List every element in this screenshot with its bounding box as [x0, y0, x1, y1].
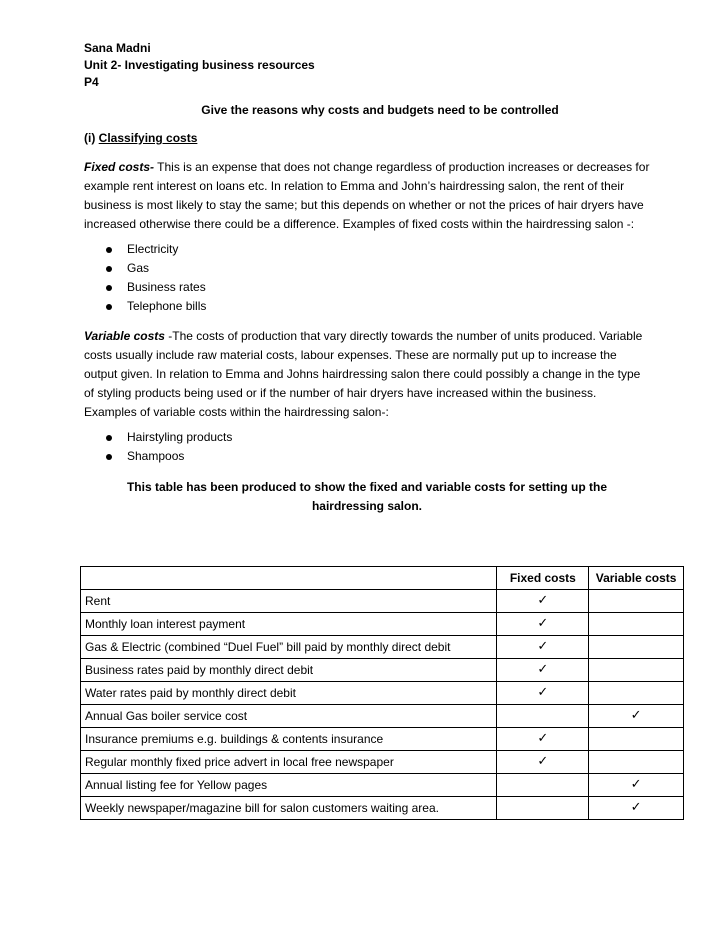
list-item: [84, 259, 650, 278]
cost-item: Monthly loan interest payment: [81, 613, 497, 636]
cost-item: Water rates paid by monthly direct debit: [81, 682, 497, 705]
fixed-cell: [497, 751, 589, 774]
variable-cell: [589, 728, 684, 751]
cost-item: Insurance premiums e.g. buildings & contents insurance: [81, 728, 497, 751]
list-item-text: Hairstyling products: [127, 430, 233, 444]
check-icon: ✓: [630, 777, 642, 792]
bullet-icon: [106, 285, 112, 291]
list-item: [84, 428, 650, 447]
table-intro: This table has been produced to show the fixed and variable costs for setting up the hairdressing salon.: [126, 480, 608, 513]
check-icon: ✓: [537, 754, 549, 769]
variable-cell: [589, 774, 684, 797]
variable-cell: [589, 797, 684, 820]
cost-item: Rent: [81, 590, 497, 613]
list-item-text: Telephone bills: [127, 299, 207, 313]
section-number: (i): [84, 131, 99, 145]
cost-item: Business rates paid by monthly direct debit: [81, 659, 497, 682]
variable-cell: [589, 636, 684, 659]
bullet-icon: [106, 304, 112, 310]
variable-costs-examples: [84, 428, 650, 466]
cost-item: Gas & Electric (combined “Duel Fuel” bill paid by monthly direct debit: [81, 636, 497, 659]
fixed-cell: [497, 797, 589, 820]
list-item-text: Shampoos: [127, 449, 185, 463]
list-item: [84, 278, 650, 297]
check-icon: ✓: [630, 708, 642, 723]
variable-cell: [589, 659, 684, 682]
bullet-icon: [106, 454, 112, 460]
variable-cell: [589, 613, 684, 636]
fixed-costs-paragraph: [84, 158, 650, 234]
check-icon: ✓: [537, 685, 549, 700]
bullet-icon: [106, 435, 112, 441]
list-item-text: Business rates: [127, 280, 206, 294]
variable-costs-text: -The costs of production that vary directly towards the number of units produced. Variable costs usually include raw material costs, labour expenses. These are normally put up to increase the output given. In relation to Emma and Johns hairdressing salon there could possibly a change in the type of styling products being used or if the number of hair dryers have increased within the business. Examples of variable costs within the hairdressing salon-:: [84, 329, 643, 419]
list-item-text: Gas: [127, 261, 150, 275]
variable-cell: [589, 682, 684, 705]
fixed-cell: [497, 613, 589, 636]
fixed-costs-lead: Fixed costs-: [84, 160, 155, 174]
check-icon: ✓: [630, 800, 642, 815]
table-header-fixed: Fixed costs: [497, 567, 589, 590]
fixed-cell: [497, 774, 589, 797]
cost-item: Annual listing fee for Yellow pages: [81, 774, 497, 797]
cost-item: Weekly newspaper/magazine bill for salon customers waiting area.: [81, 797, 497, 820]
variable-cell: [589, 705, 684, 728]
variable-cell: [589, 590, 684, 613]
bullet-icon: [106, 266, 112, 272]
section-title: Classifying costs: [98, 131, 198, 145]
section-heading: [84, 130, 650, 147]
table-row: [81, 751, 684, 774]
table-row: [81, 728, 684, 751]
unit-title: Unit 2- Investigating business resources: [84, 58, 315, 72]
task-title: Give the reasons why costs and budgets need to be controlled: [201, 103, 559, 117]
table-row: [81, 705, 684, 728]
list-item-text: Electricity: [127, 242, 179, 256]
list-item: [84, 447, 650, 466]
fixed-costs-text: This is an expense that does not change regardless of production increases or decreases for example rent interest on loans etc. In relation to Emma and John’s hairdressing salon, the rent of their business is most likely to stay the same; but this depends on whether or not the prices of hair dryers have increased otherwise there could be a difference. Examples of fixed costs within the hairdressing salon -:: [84, 160, 650, 231]
cost-item: Regular monthly fixed price advert in local free newspaper: [81, 751, 497, 774]
table-row: [81, 590, 684, 613]
fixed-costs-examples: [84, 240, 650, 316]
criterion-label: P4: [84, 75, 99, 89]
fixed-cell: [497, 728, 589, 751]
fixed-cell: [497, 682, 589, 705]
table-row: [81, 636, 684, 659]
author-name: Sana Madni: [84, 41, 151, 55]
check-icon: ✓: [537, 731, 549, 746]
table-header-variable: Variable costs: [589, 567, 684, 590]
cost-item: Annual Gas boiler service cost: [81, 705, 497, 728]
variable-cell: [589, 751, 684, 774]
costs-table: [80, 566, 684, 820]
fixed-cell: [497, 636, 589, 659]
table-header-row: [81, 567, 684, 590]
check-icon: ✓: [537, 639, 549, 654]
document-body: [84, 40, 650, 516]
table-row: [81, 797, 684, 820]
table-row: [81, 774, 684, 797]
variable-costs-paragraph: [84, 327, 650, 422]
fixed-cell: [497, 659, 589, 682]
check-icon: ✓: [537, 616, 549, 631]
list-item: [84, 240, 650, 259]
table-header-item: [81, 567, 497, 590]
check-icon: ✓: [537, 593, 549, 608]
bullet-icon: [106, 247, 112, 253]
variable-costs-lead: Variable costs: [84, 329, 165, 343]
table-row: [81, 659, 684, 682]
list-item: [84, 297, 650, 316]
table-row: [81, 613, 684, 636]
fixed-cell: [497, 590, 589, 613]
check-icon: ✓: [537, 662, 549, 677]
fixed-cell: [497, 705, 589, 728]
table-row: [81, 682, 684, 705]
